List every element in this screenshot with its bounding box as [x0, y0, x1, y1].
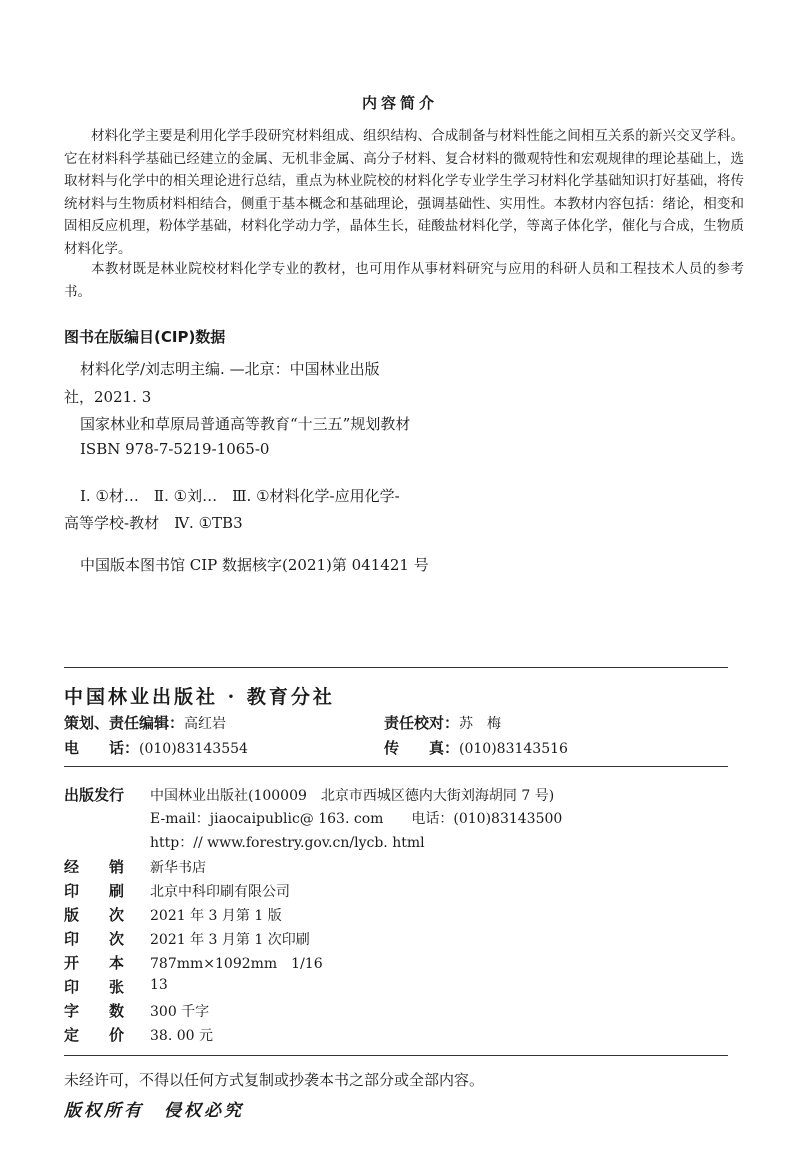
proof-row — [384, 712, 501, 733]
issue-label: 出版发行 — [64, 786, 125, 804]
detail-label: 经 销 — [64, 858, 125, 876]
issue-address: 中国林业出版社(100009 北京市西城区德内大街刘海胡同 7 号) — [150, 788, 555, 804]
intro-paragraph-2: 本教材既是林业院校材料化学专业的教材，也可用作从事材料研究与应用的科研人员和工程技术人员的参考书。 — [64, 261, 744, 300]
phone-value: (010)83143554 — [139, 741, 248, 757]
publisher-title: 中国林业出版社 · 教育分社 — [64, 686, 335, 708]
detail-value: 38. 00 元 — [150, 1028, 213, 1044]
divider-middle — [64, 766, 728, 767]
cip-line-6: 高等学校-教材 Ⅳ. ①TB3 — [64, 514, 243, 532]
detail-label: 印 张 — [64, 978, 125, 996]
editor-row — [64, 712, 226, 733]
cip-line-5: Ⅰ. ①材… Ⅱ. ①刘… Ⅲ. ①材料化学-应用化学- — [80, 487, 400, 505]
fax-row — [384, 737, 568, 758]
detail-value: 787mm×1092mm 1/16 — [150, 956, 323, 972]
proof-label: 责任校对： — [384, 714, 460, 732]
phone-row — [64, 737, 248, 758]
cip-line-2: 社，2021. 3 — [64, 388, 152, 406]
editor-label: 策划、责任编辑： — [64, 714, 185, 732]
intro-title: 内容简介 — [361, 94, 438, 112]
issue-email: E-mail：jiaocaipublic@ 163. com 电话：(010)83143500 — [150, 811, 563, 827]
divider-top — [64, 667, 728, 668]
rights-reserved: 版权所有 侵权必究 — [64, 1101, 244, 1121]
detail-label: 开 本 — [64, 954, 125, 972]
divider-bottom — [64, 1055, 728, 1056]
detail-value: 300 千字 — [150, 1004, 210, 1020]
intro-paragraph-1: 材料化学主要是利用化学手段研究材料组成、组织结构、合成制备与材料性能之间相互关系的新兴交叉学科。它在材料科学基础已经建立的金属、无机非金属、高分子材料、复合材料的微观特性和宏观规律的理论基础上，选取材料与化学中的相关理论进行总结，重点为林业院校的材料化学专业学生学习材料化学基础知识打好基础，将传统材料与生物质材料相结合，侧重于基本概念和基础理论，强调基础性、实用性。本教材内容包括：绪论，相变和固相反应机理，粉体学基础，材料化学动力学，晶体生长，硅酸盐材料化学，等离子体化学，催化与合成，生物质材料化学。 — [64, 128, 744, 257]
issue-website: http：// www.forestry.gov.cn/lycb. html — [150, 835, 425, 851]
cip-number: 中国版本图书馆 CIP 数据核字(2021)第 041421 号 — [80, 556, 429, 574]
copy-notice: 未经许可，不得以任何方式复制或抄袭本书之部分或全部内容。 — [64, 1071, 485, 1089]
detail-label: 字 数 — [64, 1002, 125, 1020]
proof-value: 苏 梅 — [459, 716, 502, 732]
cip-isbn: ISBN 978-7-5219-1065-0 — [80, 440, 270, 458]
detail-label: 印 刷 — [64, 882, 125, 900]
cip-title: 图书在版编目(CIP)数据 — [64, 328, 226, 346]
fax-value: (010)83143516 — [459, 741, 568, 757]
detail-label: 版 次 — [64, 906, 125, 924]
detail-value: 2021 年 3 月第 1 次印刷 — [150, 932, 310, 948]
detail-value: 新华书店 — [150, 860, 206, 876]
fax-label: 传 真： — [384, 739, 460, 757]
phone-label: 电 话： — [64, 739, 140, 757]
detail-label: 定 价 — [64, 1026, 125, 1044]
detail-value: 2021 年 3 月第 1 版 — [150, 908, 282, 924]
detail-label: 印 次 — [64, 930, 125, 948]
detail-value: 北京中科印刷有限公司 — [150, 884, 290, 900]
cip-line-1: 材料化学/刘志明主编. —北京：中国林业出版 — [80, 360, 380, 378]
cip-line-3: 国家林业和草原局普通高等教育“十三五”规划教材 — [80, 415, 411, 433]
editor-value: 高红岩 — [184, 716, 227, 732]
detail-value: 13 — [150, 977, 168, 993]
